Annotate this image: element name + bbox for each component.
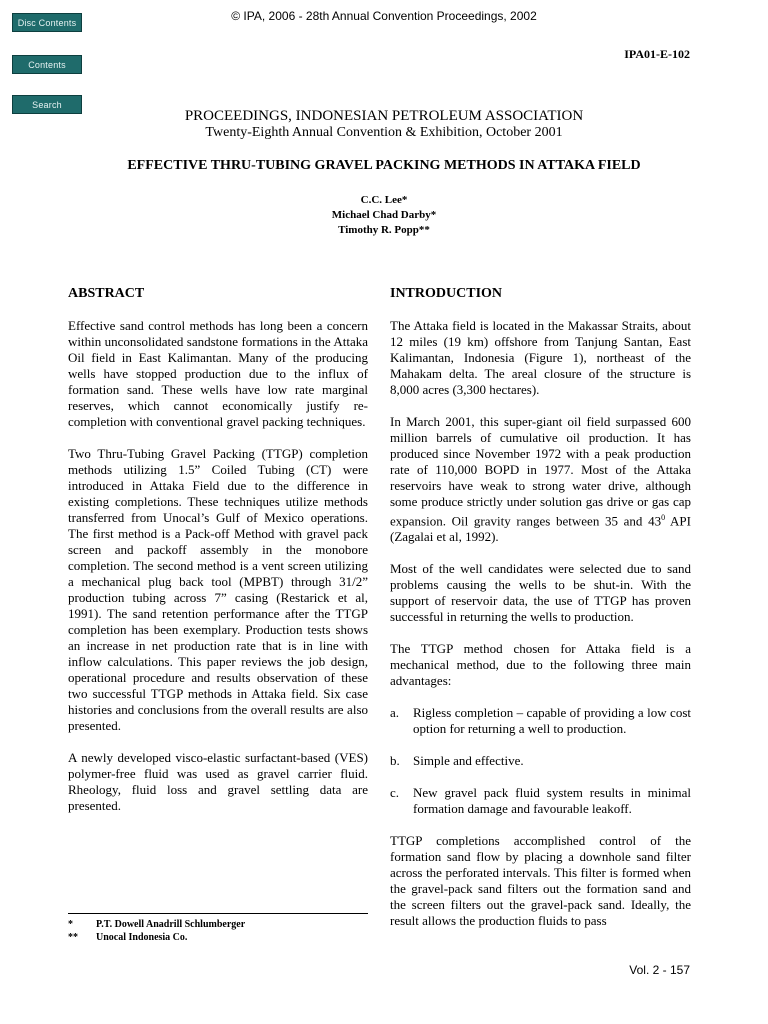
author-list bbox=[0, 193, 768, 238]
intro-paragraph: TTGP completions accomplished control of the formation sand flow by placing a downhole sand filter across the perforated intervals. This filter is formed when the gravel-pack sand filters out the formation sand and the screen filters out the gravel-pack sand. Ideally, the result allows the production fluids to pass bbox=[390, 833, 691, 929]
footnote-text: Unocal Indonesia Co. bbox=[96, 932, 188, 943]
list-marker: b. bbox=[390, 753, 400, 769]
introduction-heading: INTRODUCTION bbox=[390, 286, 503, 301]
advantages-list bbox=[390, 705, 691, 817]
contents-button[interactable]: Contents bbox=[12, 55, 82, 74]
page-number: Vol. 2 - 157 bbox=[629, 963, 690, 977]
intro-text: API (Zagalai et al, 1992). bbox=[390, 513, 691, 545]
organization-name: PROCEEDINGS, INDONESIAN PETROLEUM ASSOCIATION bbox=[184, 108, 584, 124]
abstract-heading: ABSTRACT bbox=[68, 286, 145, 301]
intro-paragraph: The TTGP method chosen for Attaka field is a mechanical method, due to the following three main advantages: bbox=[390, 641, 691, 689]
list-item-text: New gravel pack fluid system results in minimal formation damage and favourable leakoff. bbox=[413, 785, 691, 817]
degree-superscript: 0 bbox=[661, 513, 666, 522]
intro-paragraph bbox=[390, 414, 691, 545]
convention-name: Twenty-Eighth Annual Convention & Exhibition, October 2001 bbox=[205, 125, 563, 140]
list-item-text: Rigless completion – capable of providing a low cost option for returning a well to production. bbox=[413, 705, 691, 737]
author: Timothy R. Popp** bbox=[338, 224, 430, 236]
abstract-section bbox=[68, 286, 368, 830]
footnote-divider bbox=[68, 913, 368, 914]
footnote-marker: * bbox=[68, 919, 73, 930]
search-button[interactable]: Search bbox=[12, 95, 82, 114]
author: C.C. Lee* bbox=[360, 194, 408, 206]
author: Michael Chad Darby* bbox=[331, 209, 437, 221]
disc-contents-button[interactable]: Disc Contents bbox=[12, 13, 82, 32]
footnote-marker: ** bbox=[68, 932, 78, 943]
paper-title: EFFECTIVE THRU-TUBING GRAVEL PACKING METHODS IN ATTAKA FIELD bbox=[127, 158, 641, 173]
footnote-text: P.T. Dowell Anadrill Schlumberger bbox=[96, 919, 246, 930]
footnotes bbox=[68, 918, 368, 944]
intro-paragraph: The Attaka field is located in the Makassar Straits, about 12 miles (19 km) offshore from Tanjung Santan, East Kalimantan, Indonesia (Figure 1), northeast of the Mahakam delta. The areal closure of the structure is 8,000 acres (3,300 hectares). bbox=[390, 318, 691, 397]
list-item-text: Simple and effective. bbox=[413, 753, 524, 769]
list-marker: a. bbox=[390, 705, 400, 721]
document-id: IPA01-E-102 bbox=[624, 47, 690, 61]
footnote bbox=[68, 931, 368, 944]
list-item bbox=[390, 753, 691, 769]
abstract-paragraph: A newly developed visco-elastic surfactant-based (VES) polymer-free fluid was used as gravel carrier fluid. Rheology, fluid loss and gravel settling data are presented. bbox=[68, 750, 368, 813]
introduction-section bbox=[390, 286, 691, 929]
abstract-paragraph: Two Thru-Tubing Gravel Packing (TTGP) completion methods utilizing 1.5” Coiled Tubing (CT) were introduced in Attaka Field due to the difference in existing completions. These techniques utilize methods transferred from Unocal’s Gulf of Mexico operations. The first method is a Pack-off Method with gravel pack screen and packoff assembly in the monobore completion. The second method is a vent screen utilizing a mechanical plug back tool (MPBT) through 31/2” production tubing across 7” casing (Restarick et al, 1991). The sand retention performance after the TTGP completion has been exemplary. Production tests shows an increase in net production rate that is in line with inflow calculations. This paper reviews the job design, operational procedure and results observation of these two successful TTGP methods in Attaka field. Six case histories and conclusions from the overall results are also presented. bbox=[68, 446, 368, 733]
list-item bbox=[390, 785, 691, 817]
copyright-line: © IPA, 2006 - 28th Annual Convention Proceedings, 2002 bbox=[231, 9, 537, 23]
footnote bbox=[68, 918, 368, 931]
abstract-paragraph: Effective sand control methods has long been a concern within unconsolidated sandstone formations in the Attaka Oil field in East Kalimantan. Many of the producing wells have stopped production due to the influx of formation sand. These wells have low rate marginal reserves, which cannot economically justify re-completion with conventional gravel packing techniques. bbox=[68, 318, 368, 429]
intro-paragraph: Most of the well candidates were selected due to sand problems causing the wells to be shut-in. With the support of reservoir data, the use of TTGP has proven successful in returning the wells to production. bbox=[390, 561, 691, 625]
list-marker: c. bbox=[390, 785, 400, 801]
list-item bbox=[390, 705, 691, 737]
intro-text: In March 2001, this super-giant oil field surpassed 600 million barrels of cumulative oil production. It has produced since November 1972 with a peak production rate of 110,000 BOPD in 1977. Most of the Attaka reservoirs have weak to strong water drive, although some produce strictly under solution gas drive or gas cap expansion. Oil gravity ranges between 35 and 43 bbox=[390, 414, 691, 529]
